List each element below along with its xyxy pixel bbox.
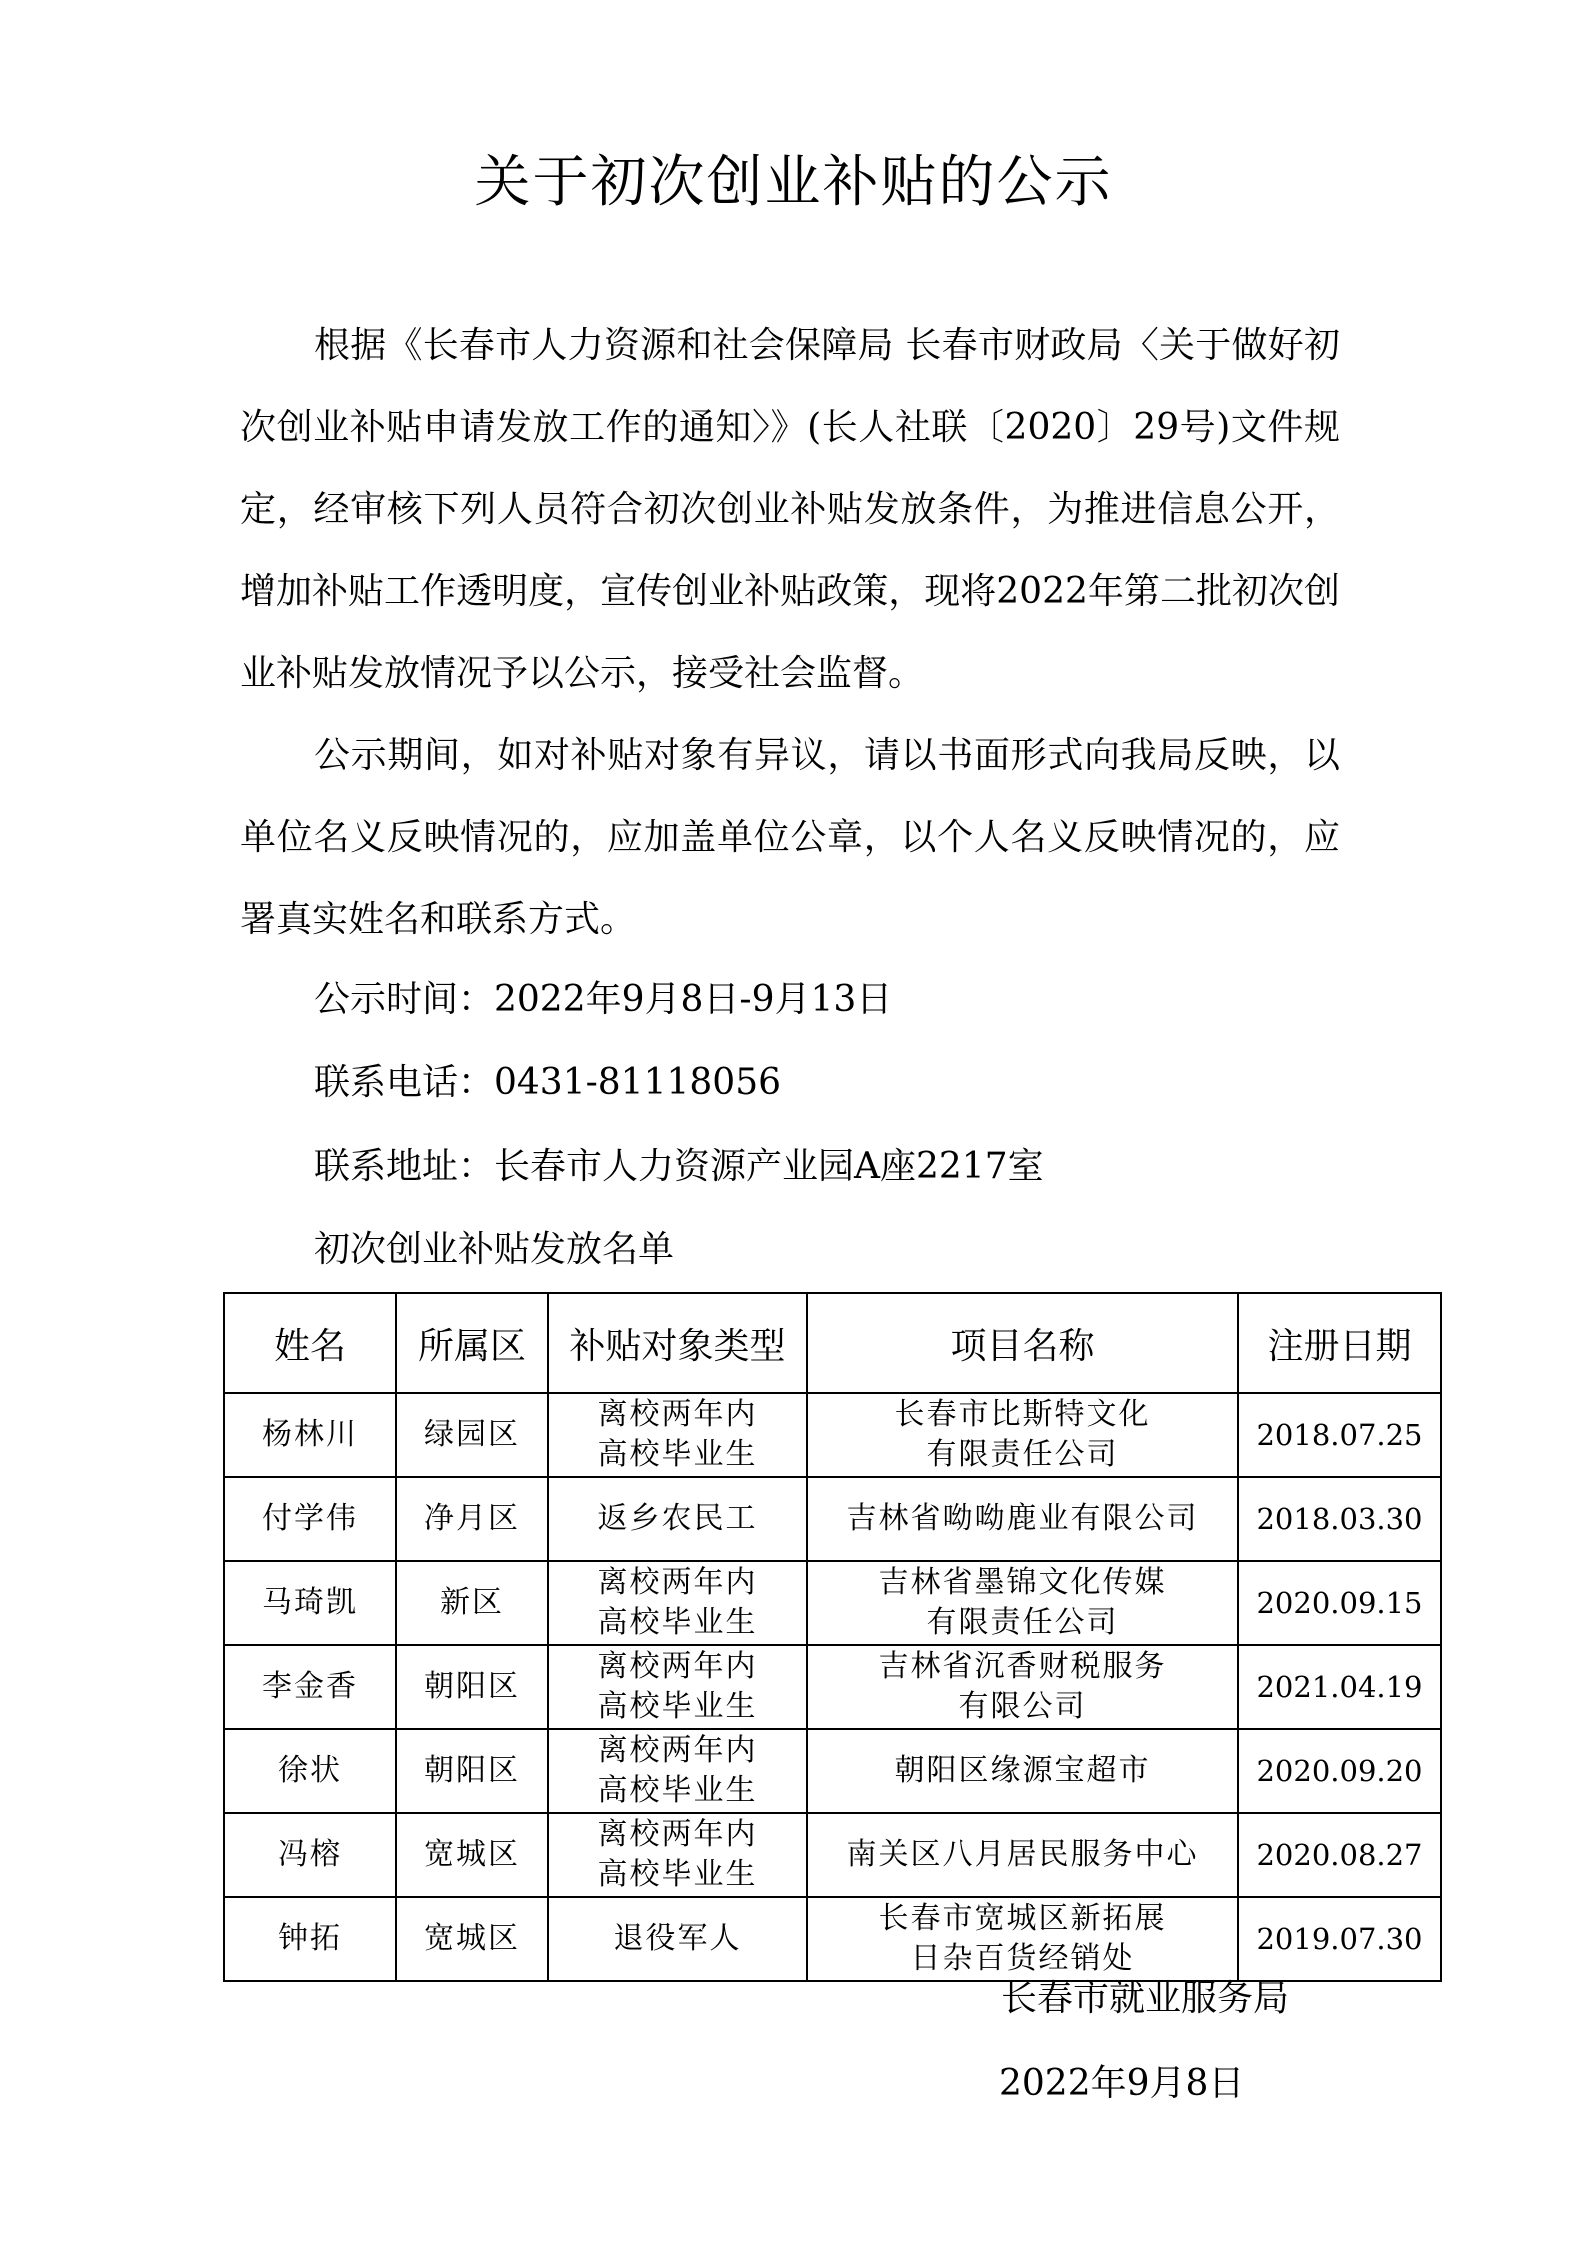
header-name: 姓名	[224, 1293, 396, 1393]
subsidy-roster-table	[223, 1292, 1442, 1982]
cell-registration-date: 2020.09.15	[1238, 1561, 1441, 1645]
cell-project-name	[807, 1561, 1238, 1645]
cell-project-name-line: 吉林省呦呦鹿业有限公司	[846, 1501, 1199, 1536]
contact-phone: 联系电话：0431-81118056	[314, 1062, 782, 1103]
cell-project-name	[807, 1813, 1238, 1897]
cell-district: 宽城区	[396, 1897, 548, 1981]
cell-name: 付学伟	[224, 1477, 396, 1561]
table-header-row	[224, 1293, 1441, 1393]
cell-subsidy-type-line: 离校两年内	[597, 1733, 758, 1768]
cell-district: 新区	[396, 1561, 548, 1645]
cell-project-name	[807, 1393, 1238, 1477]
cell-registration-date: 2021.04.19	[1238, 1645, 1441, 1729]
issue-date: 2022年9月8日	[999, 2063, 1245, 2104]
list-title: 初次创业补贴发放名单	[314, 1229, 675, 1270]
cell-project-name-line: 吉林省沉香财税服务	[878, 1649, 1167, 1684]
cell-subsidy-type	[548, 1813, 807, 1897]
cell-name: 李金香	[224, 1645, 396, 1729]
notice-period: 公示时间：2022年9月8日-9月13日	[314, 979, 893, 1020]
cell-subsidy-type-line: 高校毕业生	[597, 1773, 758, 1808]
cell-district: 绿园区	[396, 1393, 548, 1477]
cell-name: 徐状	[224, 1729, 396, 1813]
table-row	[224, 1477, 1441, 1561]
cell-district: 宽城区	[396, 1813, 548, 1897]
cell-project-name-line: 吉林省墨锦文化传媒	[878, 1565, 1167, 1600]
cell-district: 朝阳区	[396, 1729, 548, 1813]
header-district: 所属区	[396, 1293, 548, 1393]
page-title: 关于初次创业补贴的公示	[474, 150, 1113, 215]
cell-project-name-line: 长春市比斯特文化	[894, 1397, 1151, 1432]
cell-subsidy-type	[548, 1477, 807, 1561]
cell-district: 朝阳区	[396, 1645, 548, 1729]
cell-subsidy-type-line: 离校两年内	[597, 1817, 758, 1852]
cell-subsidy-type	[548, 1645, 807, 1729]
cell-name: 冯榕	[224, 1813, 396, 1897]
cell-subsidy-type-line: 高校毕业生	[597, 1437, 758, 1472]
cell-project-name	[807, 1897, 1238, 1981]
cell-project-name	[807, 1645, 1238, 1729]
cell-subsidy-type-line: 离校两年内	[597, 1565, 758, 1600]
table-row	[224, 1561, 1441, 1645]
cell-district: 净月区	[396, 1477, 548, 1561]
cell-project-name	[807, 1477, 1238, 1561]
cell-project-name-line: 长春市宽城区新拓展	[878, 1901, 1167, 1936]
table-row	[224, 1897, 1441, 1981]
cell-subsidy-type-line: 离校两年内	[597, 1397, 758, 1432]
header-subsidy-type: 补贴对象类型	[548, 1293, 807, 1393]
cell-project-name-line: 有限公司	[958, 1689, 1087, 1724]
cell-project-name-line: 有限责任公司	[926, 1437, 1119, 1472]
cell-registration-date: 2019.07.30	[1238, 1897, 1441, 1981]
cell-name: 钟拓	[224, 1897, 396, 1981]
cell-subsidy-type-line: 返乡农民工	[597, 1501, 758, 1536]
table-row	[224, 1729, 1441, 1813]
cell-subsidy-type-line: 离校两年内	[597, 1649, 758, 1684]
cell-registration-date: 2018.03.30	[1238, 1477, 1441, 1561]
body-paragraph-basis: 根据《长春市人力资源和社会保障局 长春市财政局〈关于做好初次创业补贴申请发放工作的通知〉》(长人社联〔2020〕29号)文件规定，经审核下列人员符合初次创业补贴发放条件，为推进信息公开，增加补贴工作透明度，宣传创业补贴政策，现将2022年第二批初次创业补贴发放情况予以公示，接受社会监督。	[240, 325, 1340, 694]
cell-subsidy-type-line: 高校毕业生	[597, 1857, 758, 1892]
cell-project-name-line: 日杂百货经销处	[910, 1941, 1135, 1976]
issuing-organization: 长春市就业服务局	[1001, 1978, 1290, 2019]
cell-subsidy-type-line: 高校毕业生	[597, 1689, 758, 1724]
header-registration-date: 注册日期	[1238, 1293, 1441, 1393]
cell-project-name	[807, 1729, 1238, 1813]
header-project-name: 项目名称	[807, 1293, 1238, 1393]
cell-subsidy-type-line: 退役军人	[613, 1921, 742, 1956]
body-paragraph-objection: 公示期间，如对补贴对象有异议，请以书面形式向我局反映，以单位名义反映情况的，应加盖单位公章，以个人名义反映情况的，应署真实姓名和联系方式。	[240, 735, 1340, 940]
table-row	[224, 1645, 1441, 1729]
cell-registration-date: 2020.09.20	[1238, 1729, 1441, 1813]
cell-subsidy-type-line: 高校毕业生	[597, 1605, 758, 1640]
table-row	[224, 1393, 1441, 1477]
cell-registration-date: 2018.07.25	[1238, 1393, 1441, 1477]
cell-subsidy-type	[548, 1897, 807, 1981]
cell-project-name-line: 朝阳区缘源宝超市	[894, 1753, 1151, 1788]
cell-name: 马琦凯	[224, 1561, 396, 1645]
cell-project-name-line: 有限责任公司	[926, 1605, 1119, 1640]
cell-project-name-line: 南关区八月居民服务中心	[846, 1837, 1199, 1872]
table-body	[224, 1393, 1441, 1981]
cell-name: 杨林川	[224, 1393, 396, 1477]
contact-address: 联系地址：长春市人力资源产业园A座2217室	[314, 1146, 1044, 1187]
cell-subsidy-type	[548, 1561, 807, 1645]
table-row	[224, 1813, 1441, 1897]
cell-subsidy-type	[548, 1729, 807, 1813]
cell-subsidy-type	[548, 1393, 807, 1477]
cell-registration-date: 2020.08.27	[1238, 1813, 1441, 1897]
